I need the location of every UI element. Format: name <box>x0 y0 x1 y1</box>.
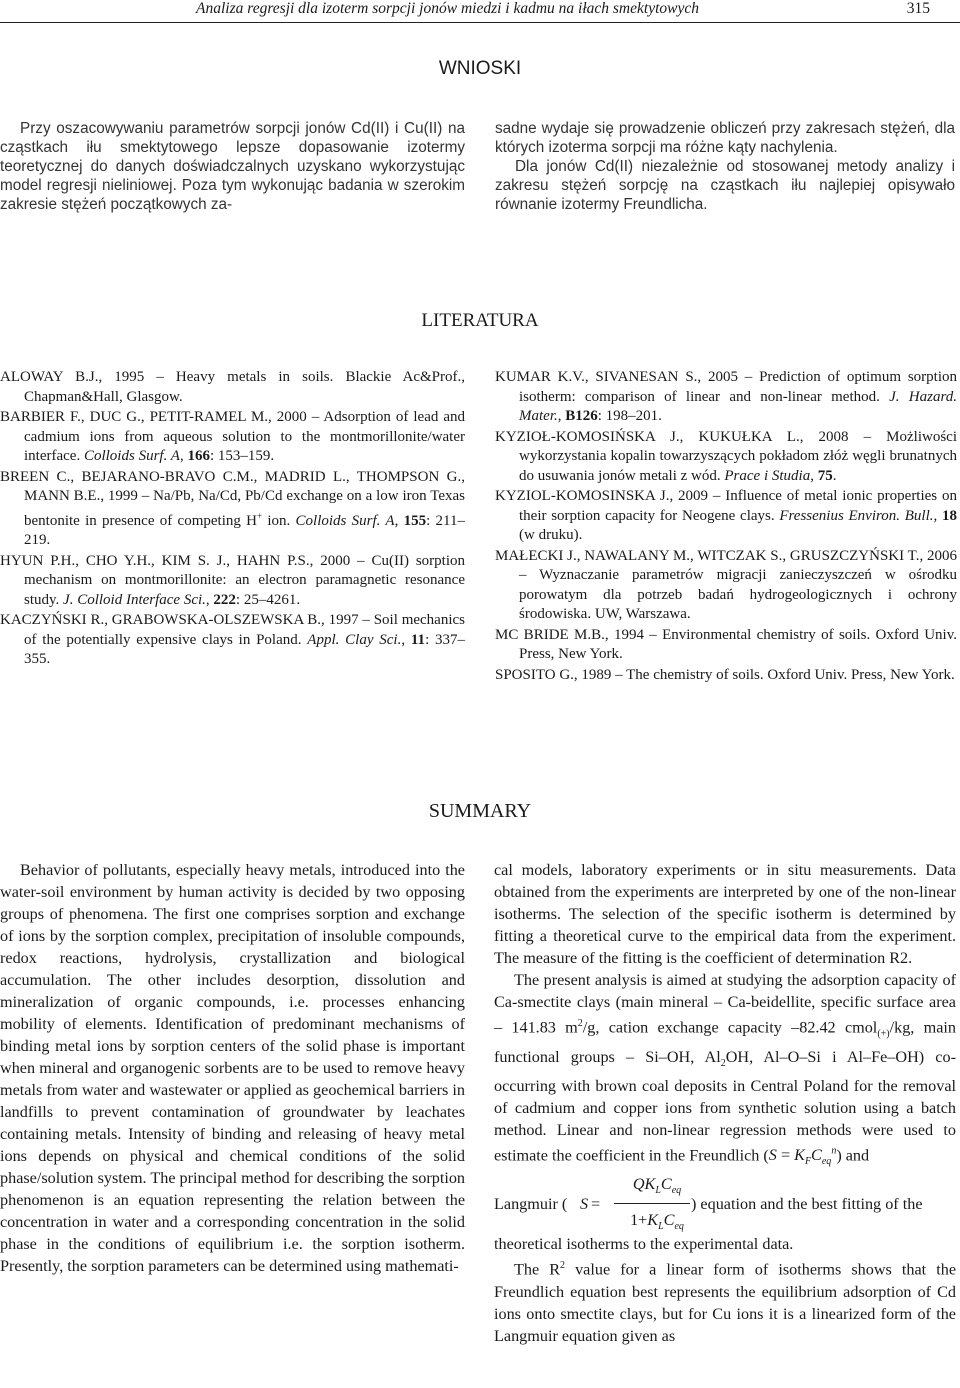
reference-item: SPOSITO G., 1989 – The chemistry of soils. Oxford Univ. Press, New York. <box>495 666 955 683</box>
wnioski-paragraph-1-cont: sadne wydaje się prowadzenie obliczeń przy zakresach stężeń, dla których izoterma sorpcji ma różne kąty nachylenia. <box>495 120 955 156</box>
reference-item: KYZIOŁ-KOMOSIŃSKA J., KUKUŁKA L., 2008 – Możliwości wykorzystania kopalin towarzyszących pokładom złóż węgli brunatnych do usuwania jonów metali z wód. Prace i Studia, 75. <box>495 428 957 484</box>
wnioski-right-column <box>495 119 955 214</box>
langmuir-equation-line: Langmuir ( S = $QK_LC_{eq}$ $1+K_LC_{eq}$ ) equation and the best fitting of the <box>494 1175 956 1233</box>
langmuir-denominator: $1+K_LC_{eq}$ <box>630 1211 684 1233</box>
running-header <box>0 0 960 22</box>
reference-item: MAŁECKI J., NAWALANY M., WITCZAK S., GRUSZCZYŃSKI T., 2006 – Wyznaczanie parametrów migracji zanieczyszczeń w ośrodku porowatym dla potrzeb badań hydrogeologicznych i ochrony środowiska. UW, Warszawa. <box>495 547 957 622</box>
references-left-column <box>0 368 465 671</box>
section-heading-wnioski: WNIOSKI <box>438 58 522 79</box>
summary-left-column <box>0 859 465 1277</box>
reference-item: KUMAR K.V., SIVANESAN S., 2005 – Prediction of optimum sorption isotherm: comparison of linear and non-linear method. J. Hazard. Mater., B126: 198–201. <box>495 369 958 424</box>
fraction-bar <box>614 1203 690 1204</box>
reference-item: KACZYŃSKI R., GRABOWSKA-OLSZEWSKA B., 1997 – Soil mechanics of the potentially expensive clays in Poland. Appl. Clay Sci., 11: 337–355. <box>0 612 466 667</box>
wnioski-left-column <box>0 119 465 214</box>
summary-right-column <box>494 859 956 1347</box>
summary-paragraph-2-cont: theoretical isotherms to the experimental data. <box>494 1235 794 1254</box>
wnioski-paragraph-2: Dla jonów Cd(II) niezależnie od stosowanej metody analizy i zakresu stężeń sorpcję na cząstkach iłu najlepiej opisywało równanie izotermy Freundlicha. <box>495 158 955 213</box>
header-rule <box>0 22 960 23</box>
reference-item: MC BRIDE M.B., 1994 – Environmental chemistry of soils. Oxford Univ. Press, New York. <box>495 626 957 662</box>
section-heading-summary: SUMMARY <box>428 800 532 822</box>
summary-paragraph-2: The present analysis is aimed at studying the adsorption capacity of Ca-smectite clays (main mineral – Ca-beidellite, specific surface area – 141.83 $m^2/g$, cation exchange capacity –82.42 cmol$_{(+)}$/kg, main functional groups – Si–OH, $Al_2OH$, Al–O–Si i Al–Fe–OH) co-occurring with brown coal deposits in Central Poland for the removal of cadmium and copper ions from synthetic solution using a batch method. Linear and non-linear regression methods were used to estimate the coefficient in the Freundlich $(S = K_FC_{eq}^n)$ and <box>494 971 957 1168</box>
page-number: 315 <box>906 0 930 17</box>
references-right-column <box>495 368 957 686</box>
reference-item: HYUN P.H., CHO Y.H., KIM S. J., HAHN P.S., 2000 – Cu(II) sorption mechanism on montmorillonite: an electron paramagnetic resonance study. J. Colloid Interface Sci., 222: 25–4261. <box>0 552 465 608</box>
running-title: Analiza regresji dla izoterm sorpcji jonów miedzi i kadmu na iłach smektytowych <box>196 0 699 17</box>
reference-item: BARBIER F., DUC G., PETIT-RAMEL M., 2000 – Adsorption of lead and cadmium ions from aqueous solution to the montmorillonite/water interface. Colloids Surf. A, 166: 153–159. <box>0 409 465 464</box>
reference-item: KYZIOL-KOMOSINSKA J., 2009 – Influence of metal ionic properties on their sorption capacity for Neogene clays. Fressenius Environ. Bull., 18 (w druku). <box>495 488 957 543</box>
summary-paragraph-1: Behavior of pollutants, especially heavy metals, introduced into the water-soil environment by human activity is decided by two opposing groups of phenomena. The first one comprises sorption and exchange of ions by the sorption complex, precipitation of insoluble compounds, redox reactions, hydrolysis, crystallization and biological accumulation. The other includes desorption, dissolution and mineralization of organic compounds, i.e. processes enhancing mobility of elements. Identification of predominant mechanisms of binding metal ions by sorption centers of the solid phase is important when mineral and organogenic sorbents are to be used to remove heavy metals from water and wastewater or applied as geochemical barriers in landfills to prevent contamination of groundwater by leachates containing metals. Intensity of binding and releasing of heavy metal ions depends on physical and chemical conditions of the solid phase/solution system. The principal method for describing the sorption phenomenon is an equation representing the relation between the concentration in water and a corresponding concentration in the solid phase in the conditions of equilibrium i.e. the sorption isotherm. Presently, the sorption parameters can be determined using mathemati- <box>0 861 466 1275</box>
reference-item: BREEN C., BEJARANO-BRAVO C.M., MADRID L., THOMPSON G., MANN B.E., 1999 – Na/Pb, Na/Cd, Pb/Cd exchange on a low iron Texas bentonite in presence of competing H+ ion. Colloids Surf. A, 155: 211–219. <box>0 468 465 548</box>
summary-paragraph-3: The $R^2$ value for a linear form of isotherms shows that the Freundlich equation best represents the equilibrium adsorption of Cd ions onto smectite clays, but for Cu ions it is a linearized form of the Langmuir equation given as <box>494 1260 957 1345</box>
wnioski-paragraph-1: Przy oszacowywaniu parametrów sorpcji jonów Cd(II) i Cu(II) na cząstkach iłu smektytowego lepsze dopasowanie izotermy teoretycznej do danych doświadczalnych uzyskano wykorzystując model regresji nieliniowej. Poza tym wykonując badania w szerokim zakresie stężeń początkowych za- <box>0 120 465 213</box>
langmuir-numerator: $QK_LC_{eq}$ <box>632 1175 682 1197</box>
section-heading-literatura: LITERATURA <box>421 310 539 331</box>
reference-item: ALOWAY B.J., 1995 – Heavy metals in soils. Blackie Ac&Prof., Chapman&Hall, Glasgow. <box>0 369 465 405</box>
freundlich-equation: $S = K_FC_{eq}^n$ <box>768 1145 837 1168</box>
summary-paragraph-1-cont: cal models, laboratory experiments or in situ measurements. Data obtained from the experiments are interpreted by one of the non-linear isotherms. The selection of the specific isotherm is determined by fitting a theoretical curve to the empirical data from the experiment. The measure of the fitting is the coefficient of determination R2. <box>494 861 956 967</box>
